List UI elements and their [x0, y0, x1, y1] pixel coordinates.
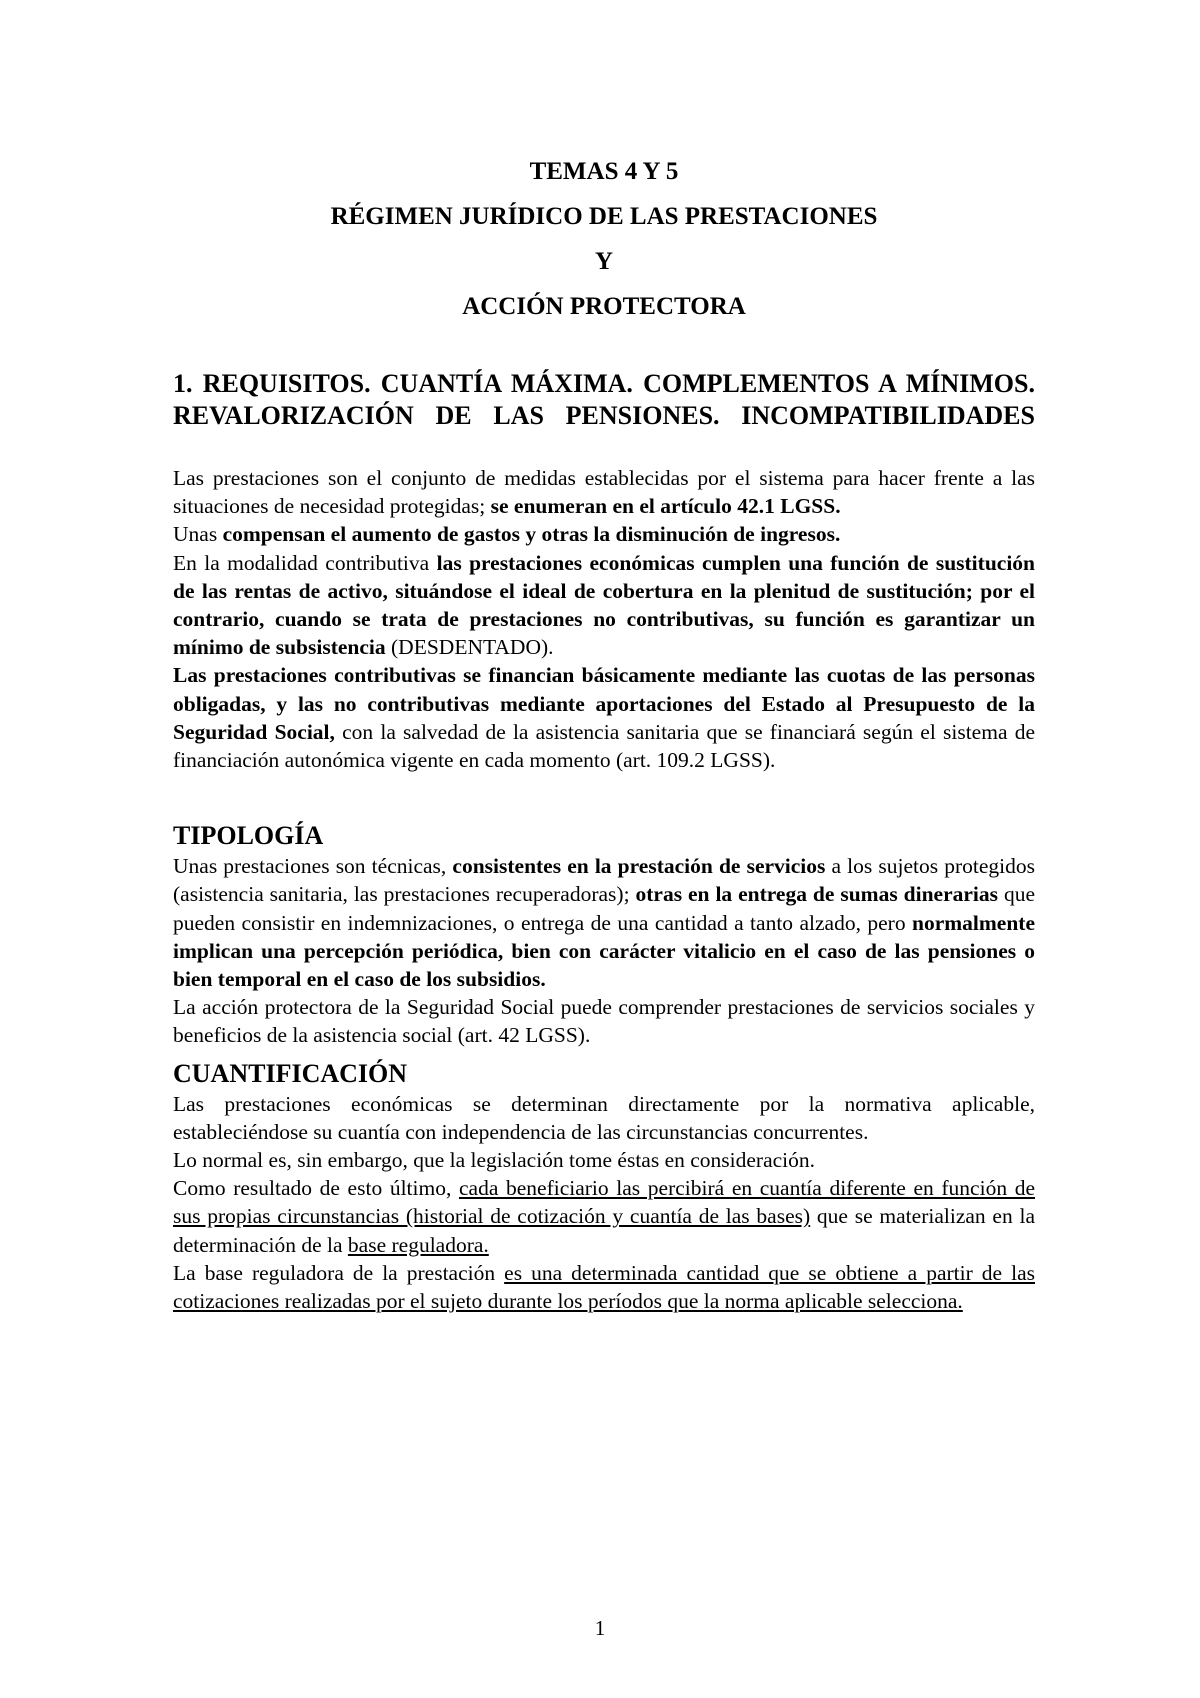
text-run: (DESDENTADO).: [385, 635, 554, 660]
paragraph-prestaciones-definicion: [173, 464, 1035, 520]
paragraph-cuantificacion-3: [173, 1174, 1035, 1259]
text-run: Unas prestaciones son técnicas,: [173, 854, 453, 879]
paragraph-cuantificacion-2: Lo normal es, sin embargo, que la legislación tome éstas en consideración.: [173, 1148, 816, 1173]
text-run: a los sujetos protegidos (asistencia sanitaria, las prestaciones recuperadoras);: [173, 854, 1035, 907]
paragraph-cuantificacion-1: Las prestaciones económicas se determinan directamente por la normativa aplicable, estableciéndose su cuantía con independencia de las circunstancias concurrentes.: [173, 1091, 1035, 1144]
paragraph-compensan: [173, 520, 1035, 548]
bold-run: se enumeran en el artículo 42.1 LGSS.: [490, 494, 841, 519]
paragraph-modalidad-contributiva: [173, 549, 1035, 662]
paragraph-cuantificacion-4: [173, 1259, 1035, 1315]
text-run: Como resultado de esto último,: [173, 1176, 459, 1201]
paragraph-tipologia-2: La acción protectora de la Seguridad Social puede comprender prestaciones de servicios sociales y beneficios de la asistencia social (art. 42 LGSS).: [173, 995, 1035, 1048]
text-run: Las prestaciones son el conjunto de medidas establecidas por el sistema para hacer frente a las situaciones de necesidad protegidas;: [173, 466, 1035, 519]
text-run: que se materializan en la determinación de la: [173, 1204, 1035, 1257]
title-line-3: Y: [594, 248, 614, 275]
bold-run: normalmente implican una percepción periódica, bien con carácter vitalicio en el caso de las pensiones o bien temporal en el caso de los subsidios.: [173, 910, 1035, 992]
bold-run: las prestaciones económicas cumplen una función de sustitución de las rentas de activo, situándose el ideal de cobertura en la plenitud de sustitución; por el contrario, cuando se trata de prestaciones no contributivas, su función es garantizar un mínimo de subsistencia: [173, 550, 1035, 660]
text-run: Unas: [173, 522, 223, 547]
bold-run: otras en la entrega de sumas dinerarias: [635, 882, 999, 907]
underlined-run: es una determinada cantidad que se obtiene a partir de las cotizaciones realizadas por el sujeto durante los períodos que la norma aplicable selecciona.: [173, 1260, 1035, 1314]
title-line-2: RÉGIMEN JURÍDICO DE LAS PRESTACIONES: [330, 203, 878, 230]
title-line-1: TEMAS 4 Y 5: [529, 158, 679, 185]
bold-run: consistentes en la prestación de servicios: [452, 854, 826, 879]
underlined-run: base reguladora.: [347, 1232, 489, 1257]
page-content: [173, 156, 1035, 1315]
text-run: con la salvedad de la asistencia sanitaria que se financiará según el sistema de financiación autonómica vigente en cada momento (art. 109.2 LGSS).: [173, 719, 1035, 773]
paragraph-tipologia-1: [173, 852, 1035, 993]
text-run: La base reguladora de la prestación: [173, 1260, 505, 1285]
underlined-run: cada beneficiario las percibirá en cuantía diferente en función de sus propias circunstancias (historial de cotización y cuantía de las bases): [173, 1176, 1035, 1229]
text-run: En la modalidad contributiva: [173, 550, 437, 575]
paragraph-financiacion: [173, 661, 1035, 774]
text-run: que pueden consistir en indemnizaciones, o entrega de una cantidad a tanto alzado, pero: [173, 882, 1036, 935]
heading-cuantificacion: CUANTIFICACIÓN: [173, 1058, 408, 1088]
page-number: 1: [594, 1616, 606, 1640]
section-heading-1: 1. REQUISITOS. CUANTÍA MÁXIMA. COMPLEMENTOS A MÍNIMOS. REVALORIZACIÓN DE LAS PENSIONES. INCOMPATIBILIDADES: [173, 369, 1035, 430]
heading-tipologia: TIPOLOGÍA: [173, 821, 324, 851]
bold-run: Las prestaciones contributivas se financian básicamente mediante las cuotas de las personas obligadas, y las no contributivas mediante aportaciones del Estado al Presupuesto de la Seguridad Social,: [173, 663, 1035, 744]
bold-run: compensan el aumento de gastos y otras la disminución de ingresos.: [222, 522, 841, 547]
title-line-4: ACCIÓN PROTECTORA: [462, 293, 746, 320]
